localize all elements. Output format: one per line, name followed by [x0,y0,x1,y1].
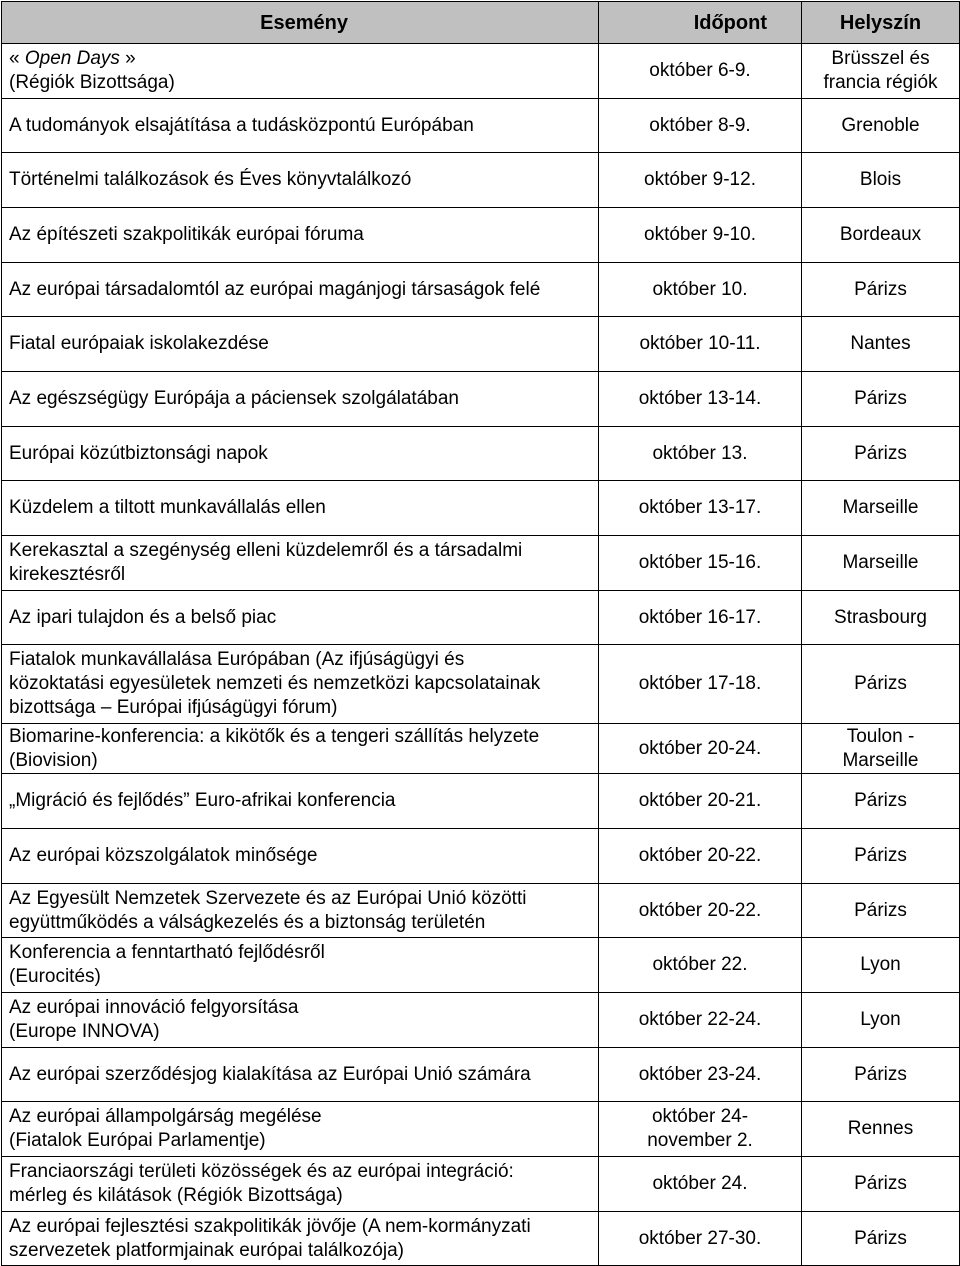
event-cell: Az Egyesült Nemzetek Szervezete és az Európai Unió közötti együttműködés a válságkezelés és a biztonság területén [2,884,599,938]
place-cell: Marseille [802,536,960,591]
date-cell: október 22. [599,938,802,993]
date-cell: október 17-18. [599,645,802,724]
place-cell: Párizs [802,372,960,427]
place-cell: Párizs [802,884,960,938]
event-cell: Az európai állampolgárság megélése (Fiatalok Európai Parlamentje) [2,1102,599,1157]
place-cell: Rennes [802,1102,960,1157]
table-row [2,481,960,536]
place-cell: Párizs [802,1157,960,1212]
event-cell: Európai közútbiztonsági napok [2,427,599,481]
place-cell: Párizs [802,645,960,724]
table-row [2,1212,960,1266]
table-row [2,317,960,372]
event-cell: Franciaországi területi közösségek és az európai integráció: mérleg és kilátások (Régiók Bizottsága) [2,1157,599,1212]
date-cell: október 20-21. [599,774,802,829]
date-cell: október 20-22. [599,884,802,938]
date-cell: október 8-9. [599,99,802,153]
event-cell: Az ipari tulajdon és a belső piac [2,591,599,645]
table-row [2,724,960,774]
place-cell: Nantes [802,317,960,372]
date-cell: október 10-11. [599,317,802,372]
date-cell: október 9-10. [599,208,802,263]
event-cell: Az egészségügy Európája a páciensek szolgálatában [2,372,599,427]
event-cell: Az európai társadalomtól az európai magánjogi társaságok felé [2,263,599,317]
event-cell: Fiatalok munkavállalása Európában (Az ifjúságügyi és közoktatási egyesületek nemzeti és nemzetközi kapcsolatainak bizottsága – Európai ifjúságügyi fórum) [2,645,599,724]
event-cell: Konferencia a fenntartható fejlődésről (Eurocités) [2,938,599,993]
place-cell: Párizs [802,427,960,481]
event-cell: Az európai közszolgálatok minősége [2,829,599,884]
header-row [2,2,960,44]
table-row [2,263,960,317]
table-row [2,208,960,263]
date-cell: október 22-24. [599,993,802,1048]
place-cell: Marseille [802,481,960,536]
place-cell: Párizs [802,263,960,317]
table-row [2,153,960,208]
event-cell: Küzdelem a tiltott munkavállalás ellen [2,481,599,536]
date-cell: október 20-24. [599,724,802,774]
table-row [2,993,960,1048]
place-cell: Blois [802,153,960,208]
date-cell: október 13. [599,427,802,481]
place-cell: Strasbourg [802,591,960,645]
date-cell: október 13-14. [599,372,802,427]
date-cell: október 24- november 2. [599,1102,802,1157]
date-cell: október 6-9. [599,44,802,99]
event-cell: Az európai fejlesztési szakpolitikák jövője (A nem-kormányzati szervezetek platformjainak európai találkozója) [2,1212,599,1266]
table-row [2,938,960,993]
table-row [2,99,960,153]
event-cell: Történelmi találkozások és Éves könyvtalálkozó [2,153,599,208]
event-cell: Az európai innováció felgyorsítása (Europe INNOVA) [2,993,599,1048]
table-row [2,1157,960,1212]
place-cell: Lyon [802,938,960,993]
header-date: Időpont [599,2,802,44]
table-row [2,44,960,99]
header-event: Esemény [2,2,599,44]
date-cell: október 20-22. [599,829,802,884]
date-cell: október 9-12. [599,153,802,208]
event-cell: Biomarine-konferencia: a kikötők és a tengeri szállítás helyzete (Biovision) [2,724,599,774]
event-cell: Az európai szerződésjog kialakítása az Európai Unió számára [2,1048,599,1102]
table-row [2,427,960,481]
header-place: Helyszín [802,2,960,44]
place-cell: Párizs [802,829,960,884]
table-row [2,372,960,427]
place-cell: Brüsszel és francia régiók [802,44,960,99]
table-row [2,536,960,591]
date-cell: október 27-30. [599,1212,802,1266]
place-cell: Toulon - Marseille [802,724,960,774]
event-cell: A tudományok elsajátítása a tudásközpontú Európában [2,99,599,153]
table-row [2,1048,960,1102]
date-cell: október 24. [599,1157,802,1212]
event-cell: « Open Days » (Régiók Bizottsága) [2,44,599,99]
table-row [2,829,960,884]
date-cell: október 23-24. [599,1048,802,1102]
event-cell: „Migráció és fejlődés” Euro-afrikai konferencia [2,774,599,829]
event-cell: Kerekasztal a szegénység elleni küzdelemről és a társadalmi kirekesztésről [2,536,599,591]
date-cell: október 10. [599,263,802,317]
date-cell: október 16-17. [599,591,802,645]
event-italic-title: Open Days [24,48,120,69]
date-cell: október 15-16. [599,536,802,591]
table-row [2,645,960,724]
place-cell: Párizs [802,1048,960,1102]
table-row [2,884,960,938]
table-row [2,774,960,829]
table-row [2,1102,960,1157]
place-cell: Párizs [802,1212,960,1266]
place-cell: Lyon [802,993,960,1048]
table-row [2,591,960,645]
place-cell: Bordeaux [802,208,960,263]
event-cell: Fiatal európaiak iskolakezdése [2,317,599,372]
event-cell: Az építészeti szakpolitikák európai fóruma [2,208,599,263]
events-table [1,1,960,1266]
place-cell: Grenoble [802,99,960,153]
date-cell: október 13-17. [599,481,802,536]
place-cell: Párizs [802,774,960,829]
